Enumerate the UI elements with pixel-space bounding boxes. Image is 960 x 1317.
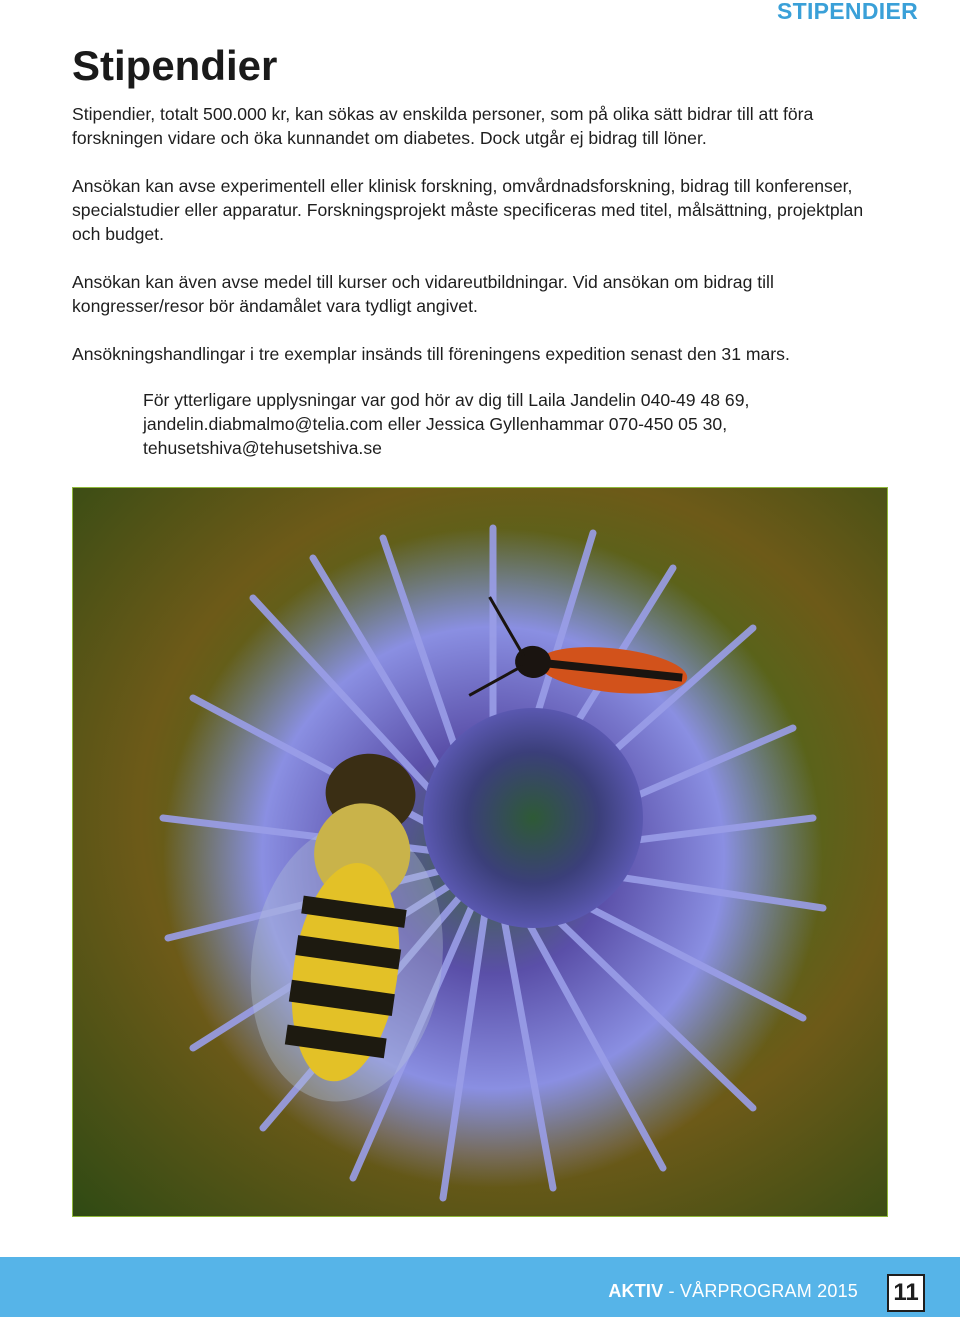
contact-info — [143, 388, 903, 460]
page-title: Stipendier — [72, 42, 278, 89]
footer-brand: AKTIV — [608, 1281, 664, 1301]
page-number: 11 — [887, 1274, 925, 1312]
paragraph-courses: Ansökan kan även avse medel till kurser och vidareutbildningar. Vid ansökan om bidrag till kongresser/resor bör ändamålet vara tydligt angivet. — [72, 272, 774, 316]
contact-line-2: jandelin.diabmalmo@telia.com eller Jessica Gyllenhammar 070-450 05 30, — [143, 414, 728, 434]
section-label: STIPENDIER — [776, 0, 918, 24]
footer-title — [608, 1281, 858, 1302]
contact-line-1: För ytterligare upplysningar var god hör av dig till Laila Jandelin 040-49 48 69, — [143, 390, 750, 410]
flower-photo-icon — [73, 488, 888, 1217]
contact-line-3: tehusetshiva@tehusetshiva.se — [143, 438, 382, 458]
body-text — [72, 102, 872, 390]
paragraph-deadline: Ansökningshandlingar i tre exemplar insänds till föreningens expedition senast den 31 mars. — [72, 344, 790, 364]
flower-photo — [72, 487, 888, 1217]
footer-program: - VÅRPROGRAM 2015 — [663, 1281, 858, 1301]
paragraph-research: Ansökan kan avse experimentell eller klinisk forskning, omvårdnadsforskning, bidrag till konferenser, specialstudier eller apparatur. Forskningsprojekt måste specificeras med titel, målsättning, projektplan och budget. — [72, 176, 864, 244]
paragraph-intro: Stipendier, totalt 500.000 kr, kan sökas av enskilda personer, som på olika sätt bidrar till att föra forskningen vidare och öka kunnandet om diabetes. Dock utgår ej bidrag till löner. — [72, 104, 814, 148]
